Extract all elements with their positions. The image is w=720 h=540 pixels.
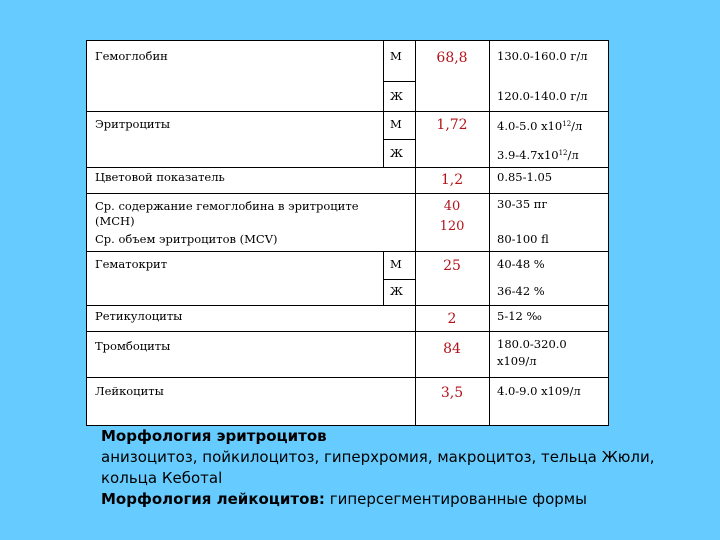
- grid-line: [87, 251, 608, 252]
- ref-erythrocytes-male: 4.0-5.0 $х10^{12}/л$: [497, 119, 583, 133]
- caption-leukocyte-findings: гиперсегментированные формы: [324, 490, 587, 508]
- row-label-mch: Ср. содержание гемоглобина в эритроците: [95, 199, 359, 213]
- ref-platelets-line1: 180.0-320.0: [497, 337, 567, 351]
- ref-erythrocytes-female: $3.9-4.7х10^{12}/л$: [497, 148, 579, 162]
- value-color-index: 1,2: [440, 172, 464, 188]
- value-erythrocytes: 1,72: [436, 117, 468, 133]
- value-hemoglobin: 68,8: [436, 50, 468, 66]
- row-label-reticulocytes: Ретикулоциты: [95, 309, 183, 323]
- grid-line: [489, 41, 490, 425]
- sex-female-label: Ж: [390, 146, 403, 160]
- row-label-leukocytes: Лейкоциты: [95, 384, 164, 398]
- grid-line: [87, 331, 608, 332]
- sex-female-label: Ж: [390, 89, 403, 103]
- sex-male-label: М: [390, 257, 402, 271]
- caption-erythrocyte-findings-cont: кольца Кеботаl: [101, 469, 223, 487]
- ref-hematocrit-female: 36-42 %: [497, 284, 545, 298]
- row-label-erythrocytes: Эритроциты: [95, 117, 171, 131]
- grid-line: [87, 193, 608, 194]
- value-mcv: 120: [439, 219, 465, 234]
- grid-line: [383, 139, 415, 140]
- ref-platelets-line2: х109/л: [497, 354, 537, 368]
- ref-color-index: 0.85-1.05: [497, 170, 553, 184]
- ref-hematocrit-male: 40-48 %: [497, 257, 545, 271]
- row-label-hematocrit: Гематокрит: [95, 257, 168, 271]
- grid-line: [87, 167, 608, 168]
- ref-leukocytes: 4.0-9.0 х109/л: [497, 384, 581, 398]
- sex-female-label: Ж: [390, 284, 403, 298]
- ref-mcv: 80-100 fl: [497, 232, 549, 246]
- grid-line: [87, 305, 608, 306]
- grid-line: [383, 251, 384, 305]
- ref-mch: 30-35 пг: [497, 197, 548, 211]
- ref-hemoglobin-female: 120.0-140.0 г/л: [497, 89, 588, 103]
- ref-hemoglobin-male: 130.0-160.0 г/л: [497, 49, 588, 63]
- row-label-mcv: Ср. объем эритроцитов (MCV): [95, 232, 278, 246]
- ref-reticulocytes: 5-12 ‰: [497, 309, 542, 323]
- row-label-hemoglobin: Гемоглобин: [95, 49, 168, 63]
- sex-male-label: М: [390, 49, 402, 63]
- grid-line: [383, 41, 384, 167]
- grid-line: [383, 81, 415, 82]
- value-reticulocytes: 2: [447, 311, 457, 327]
- lab-results-table: [86, 40, 609, 426]
- caption-heading-leukocytes: Морфология лейкоцитов:: [101, 490, 325, 508]
- row-label-platelets: Тромбоциты: [95, 339, 171, 353]
- morphology-caption: [101, 426, 701, 510]
- value-platelets: 84: [443, 341, 461, 357]
- value-mch: 40: [443, 199, 461, 214]
- row-label-mch-abbr: (MCH): [95, 214, 135, 228]
- grid-line: [87, 111, 608, 112]
- value-hematocrit: 25: [443, 258, 461, 274]
- grid-line: [383, 279, 415, 280]
- grid-line: [87, 377, 608, 378]
- value-leukocytes: 3,5: [440, 385, 464, 401]
- caption-erythrocyte-findings: анизоцитоз, пойкилоцитоз, гиперхромия, макроцитоз, тельца Жюли,: [101, 448, 655, 466]
- row-label-color-index: Цветовой показатель: [95, 170, 225, 184]
- caption-heading-erythrocytes: Морфология эритроцитов: [101, 427, 327, 445]
- sex-male-label: М: [390, 117, 402, 131]
